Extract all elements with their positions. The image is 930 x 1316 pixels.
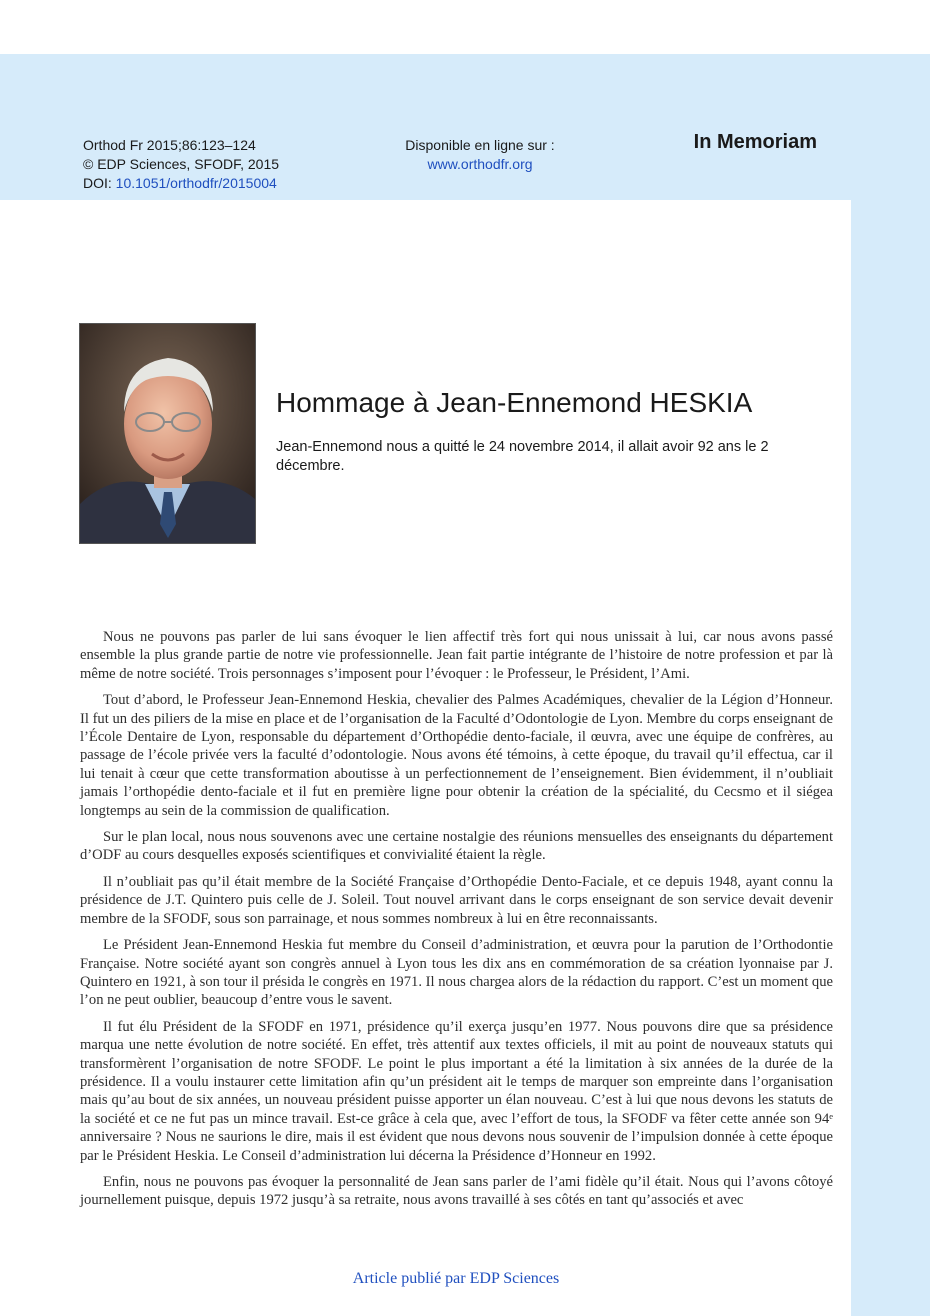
paragraph: Il fut élu Président de la SFODF en 1971, présidence qu’il exerça jusqu’en 1977. Nous pouvons dire que sa présidence marqua une nette évolution de notre société. En effet, très attentif aux textes officiels, il mit au point de nouveaux statuts qui transformèrent l’organisation de notre SFODF. Le point le plus important a été la limitation à six années de la durée de la présidence. Il a voulu instaurer cette limitation afin qu’un président ait le temps de marquer son empreinte dans l’organisation mais qu’au bout de six années, un nouveau président puisse apporter un élan nouveau. C’est à lui que nous devons les statuts de la société et ce ne fut pas un mince travail. Est-ce grâce à cela que, avec l’effort de tous, la SFODF va fêter cette année son 94ᵉ anniversaire ? Nous ne saurions le dire, mais il est évident que nous devons nous souvenir de l’impulsion donnée à cette époque par le Président Heskia. Le Conseil d’administration lui décerna la Présidence d’Honneur en 1992. — [80, 1018, 833, 1164]
article-title: Hommage à Jean-Ennemond HESKIA — [276, 387, 753, 418]
journal-meta — [83, 136, 279, 193]
article-lede: Jean-Ennemond nous a quitté le 24 novembre 2014, il allait avoir 92 ans le 2 décembre. — [276, 439, 769, 474]
paragraph: Le Président Jean-Ennemond Heskia fut membre du Conseil d’administration, et œuvra pour la parution de l’Orthodontie Française. Notre société ayant son congrès annuel à Lyon tous les dix ans en commémoration de sa création lyonnaise par J. Quintero en 1921, à son tour il présida le congrès en 1971. Il nous chargea alors de la rédaction du rapport. C’est un moment que l’on ne peut oublier, beaucoup d’entre vous le savent. — [80, 937, 833, 1009]
publisher-footer: Article publié par EDP Sciences — [352, 1270, 560, 1287]
doi-link[interactable]: 10.1051/orthodfr/2015004 — [115, 175, 277, 191]
online-label: Disponible en ligne sur : — [405, 137, 555, 153]
online-availability — [380, 136, 580, 174]
article-body — [80, 628, 833, 1218]
portrait-illustration — [80, 324, 255, 543]
paragraph: Nous ne pouvons pas parler de lui sans évoquer le lien affectif très fort qui nous unissait à lui, car nous avons passé ensemble la plus grande partie de notre vie professionnelle. Jean fait partie intégrante de l’histoire de notre profession et par là même de notre société. Trois personnages s’imposent pour l’évoquer : le Professeur, le Président, l’Ami. — [80, 629, 833, 682]
portrait-photo — [79, 323, 256, 544]
citation: Orthod Fr 2015;86:123–124 — [83, 137, 256, 153]
doi-line — [83, 174, 279, 193]
online-link[interactable]: www.orthodfr.org — [427, 156, 533, 172]
copyright: © EDP Sciences, SFODF, 2015 — [83, 156, 280, 172]
section-label: In Memoriam — [693, 131, 817, 153]
paragraph: Enfin, nous ne pouvons pas évoquer la personnalité de Jean sans parler de l’ami fidèle qu’il était. Nous qui l’avons côtoyé journellement puisque, depuis 1972 jusqu’à sa retraite, nous avons travaillé à ses côtés en tant qu’associés et avec — [80, 1173, 833, 1209]
paragraph: Sur le plan local, nous nous souvenons avec une certaine nostalgie des réunions mensuelles des enseignants du département d’ODF au cours desquelles exposés scientifiques et convivialité étaient la règle. — [80, 829, 833, 864]
doi-label: DOI: — [83, 175, 116, 191]
paragraph: Tout d’abord, le Professeur Jean-Ennemond Heskia, chevalier des Palmes Académiques, chevalier de la Légion d’Honneur. Il fut un des piliers de la mise en place et de l’organisation de la Faculté d’Odontologie de Lyon. Membre du corps enseignant de l’École Dentaire de Lyon, responsable du département d’Orthopédie dento-faciale, il œuvra, avec une équipe de confrères, au passage de l’école privée vers la faculté d’odontologie. Nous avons été témoins, à cette époque, du travail qu’il effectua, car il lui tenait à cœur que cette transformation aboutisse à un perfectionnement de l’enseignement. Bien évidemment, il n’oubliait jamais l’orthopédie dento-faciale et il fut en première ligne pour obtenir la création de la spécialité, du Cecsmo et il siégea longtemps au sein de la commission de qualification. — [80, 692, 833, 819]
side-band — [851, 200, 930, 1316]
paragraph: Il n’oubliait pas qu’il était membre de la Société Française d’Orthopédie Dento-Faciale, et ce depuis 1948, ayant connu la présidence de J.T. Quintero puis celle de J. Soleil. Tout nouvel arrivant dans le corps enseignant de son service devait devenir membre de la SFODF, sous son parrainage, et nous sommes nombreux à lui en être reconnaissants. — [80, 873, 833, 927]
